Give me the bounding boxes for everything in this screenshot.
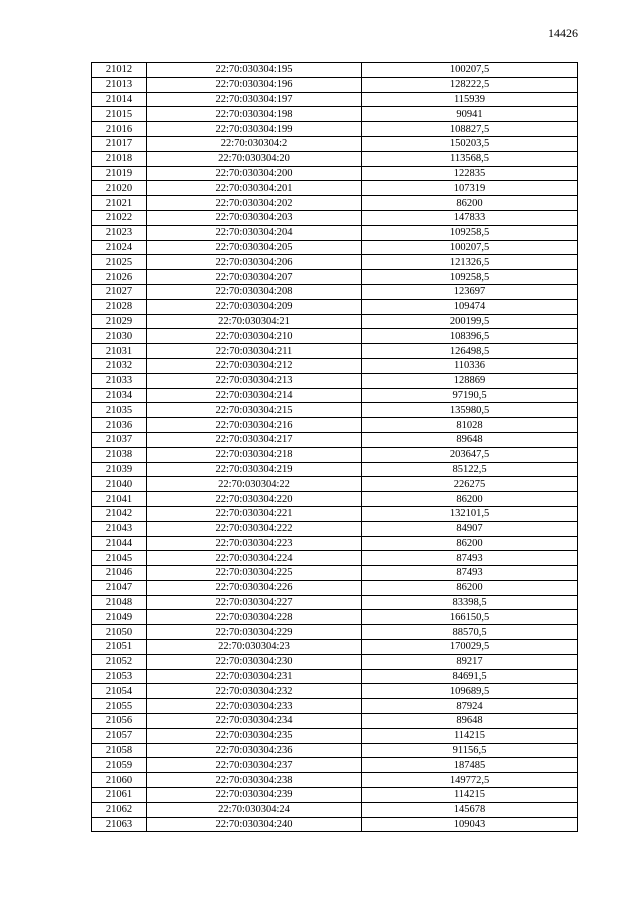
table-row	[92, 151, 578, 166]
cadastral-value-cell: 87493	[362, 551, 578, 566]
cadastral-value-cell: 166150,5	[362, 610, 578, 625]
cadastral-value-cell: 226275	[362, 477, 578, 492]
cadastral-number-cell: 22:70:030304:208	[147, 284, 362, 299]
cadastral-number-cell: 22:70:030304:236	[147, 743, 362, 758]
cadastral-number-cell: 22:70:030304:213	[147, 373, 362, 388]
table-row	[92, 136, 578, 151]
table-row	[92, 432, 578, 447]
row-number-cell: 21025	[92, 255, 147, 270]
cadastral-value-cell: 109043	[362, 817, 578, 832]
table-row	[92, 521, 578, 536]
cadastral-value-cell: 113568,5	[362, 151, 578, 166]
row-number-cell: 21029	[92, 314, 147, 329]
table-row	[92, 181, 578, 196]
cadastral-value-cell: 109258,5	[362, 270, 578, 285]
cadastral-number-cell: 22:70:030304:231	[147, 669, 362, 684]
cadastral-number-cell: 22:70:030304:215	[147, 403, 362, 418]
cadastral-value-cell: 114215	[362, 728, 578, 743]
table-row	[92, 403, 578, 418]
cadastral-number-cell: 22:70:030304:237	[147, 758, 362, 773]
cadastral-number-cell: 22:70:030304:233	[147, 699, 362, 714]
cadastral-number-cell: 22:70:030304:221	[147, 506, 362, 521]
table-row	[92, 758, 578, 773]
table-row	[92, 92, 578, 107]
table-row	[92, 817, 578, 832]
cadastral-value-cell: 145678	[362, 802, 578, 817]
cadastral-number-cell: 22:70:030304:22	[147, 477, 362, 492]
row-number-cell: 21050	[92, 625, 147, 640]
table-row	[92, 329, 578, 344]
row-number-cell: 21043	[92, 521, 147, 536]
cadastral-value-cell: 110336	[362, 358, 578, 373]
row-number-cell: 21057	[92, 728, 147, 743]
row-number-cell: 21030	[92, 329, 147, 344]
row-number-cell: 21028	[92, 299, 147, 314]
table-row	[92, 299, 578, 314]
cadastral-value-cell: 114215	[362, 788, 578, 803]
row-number-cell: 21036	[92, 418, 147, 433]
row-number-cell: 21013	[92, 77, 147, 92]
cadastral-number-cell: 22:70:030304:229	[147, 625, 362, 640]
row-number-cell: 21047	[92, 580, 147, 595]
cadastral-value-cell: 109258,5	[362, 225, 578, 240]
table-row	[92, 699, 578, 714]
row-number-cell: 21014	[92, 92, 147, 107]
cadastral-number-cell: 22:70:030304:212	[147, 358, 362, 373]
row-number-cell: 21026	[92, 270, 147, 285]
table-row	[92, 388, 578, 403]
cadastral-value-cell: 86200	[362, 536, 578, 551]
cadastral-number-cell: 22:70:030304:201	[147, 181, 362, 196]
cadastral-number-cell: 22:70:030304:234	[147, 714, 362, 729]
table-row	[92, 270, 578, 285]
cadastral-number-cell: 22:70:030304:222	[147, 521, 362, 536]
row-number-cell: 21033	[92, 373, 147, 388]
row-number-cell: 21039	[92, 462, 147, 477]
cadastral-number-cell: 22:70:030304:232	[147, 684, 362, 699]
cadastral-value-cell: 89217	[362, 654, 578, 669]
row-number-cell: 21056	[92, 714, 147, 729]
cadastral-number-cell: 22:70:030304:235	[147, 728, 362, 743]
cadastral-value-cell: 135980,5	[362, 403, 578, 418]
cadastral-number-cell: 22:70:030304:228	[147, 610, 362, 625]
row-number-cell: 21015	[92, 107, 147, 122]
cadastral-value-cell: 89648	[362, 714, 578, 729]
cadastral-number-cell: 22:70:030304:230	[147, 654, 362, 669]
cadastral-value-cell: 150203,5	[362, 136, 578, 151]
row-number-cell: 21041	[92, 492, 147, 507]
cadastral-number-cell: 22:70:030304:210	[147, 329, 362, 344]
row-number-cell: 21045	[92, 551, 147, 566]
row-number-cell: 21018	[92, 151, 147, 166]
row-number-cell: 21049	[92, 610, 147, 625]
table-row	[92, 506, 578, 521]
table-row	[92, 240, 578, 255]
table-row	[92, 210, 578, 225]
row-number-cell: 21031	[92, 344, 147, 359]
table-row	[92, 625, 578, 640]
table-row	[92, 462, 578, 477]
cadastral-number-cell: 22:70:030304:211	[147, 344, 362, 359]
cadastral-number-cell: 22:70:030304:217	[147, 432, 362, 447]
table-row	[92, 788, 578, 803]
row-number-cell: 21053	[92, 669, 147, 684]
cadastral-value-cell: 108827,5	[362, 122, 578, 137]
cadastral-value-cell: 84907	[362, 521, 578, 536]
table-row	[92, 107, 578, 122]
cadastral-number-cell: 22:70:030304:2	[147, 136, 362, 151]
cadastral-number-cell: 22:70:030304:199	[147, 122, 362, 137]
table-row	[92, 728, 578, 743]
cadastral-number-cell: 22:70:030304:203	[147, 210, 362, 225]
row-number-cell: 21023	[92, 225, 147, 240]
table-row	[92, 373, 578, 388]
cadastral-number-cell: 22:70:030304:209	[147, 299, 362, 314]
row-number-cell: 21063	[92, 817, 147, 832]
row-number-cell: 21046	[92, 566, 147, 581]
row-number-cell: 21059	[92, 758, 147, 773]
cadastral-number-cell: 22:70:030304:239	[147, 788, 362, 803]
cadastral-value-cell: 88570,5	[362, 625, 578, 640]
row-number-cell: 21055	[92, 699, 147, 714]
table-row	[92, 477, 578, 492]
table-row	[92, 492, 578, 507]
table-row	[92, 314, 578, 329]
cadastral-value-cell: 90941	[362, 107, 578, 122]
table-row	[92, 802, 578, 817]
table-row	[92, 63, 578, 78]
cadastral-number-cell: 22:70:030304:198	[147, 107, 362, 122]
cadastral-value-cell: 84691,5	[362, 669, 578, 684]
row-number-cell: 21024	[92, 240, 147, 255]
table-row	[92, 447, 578, 462]
row-number-cell: 21054	[92, 684, 147, 699]
cadastral-value-cell: 149772,5	[362, 773, 578, 788]
cadastral-value-cell: 128869	[362, 373, 578, 388]
cadastral-number-cell: 22:70:030304:24	[147, 802, 362, 817]
cadastral-number-cell: 22:70:030304:206	[147, 255, 362, 270]
table-row	[92, 743, 578, 758]
cadastral-value-cell: 86200	[362, 580, 578, 595]
cadastral-value-cell: 132101,5	[362, 506, 578, 521]
table-row	[92, 714, 578, 729]
cadastral-number-cell: 22:70:030304:214	[147, 388, 362, 403]
cadastral-number-cell: 22:70:030304:223	[147, 536, 362, 551]
cadastral-value-cell: 100207,5	[362, 240, 578, 255]
table-row	[92, 773, 578, 788]
cadastral-value-cell: 100207,5	[362, 63, 578, 78]
cadastral-value-cell: 109689,5	[362, 684, 578, 699]
table-row	[92, 640, 578, 655]
cadastral-value-cell: 203647,5	[362, 447, 578, 462]
row-number-cell: 21044	[92, 536, 147, 551]
cadastral-number-cell: 22:70:030304:225	[147, 566, 362, 581]
cadastral-value-cell: 128222,5	[362, 77, 578, 92]
table-row	[92, 595, 578, 610]
row-number-cell: 21040	[92, 477, 147, 492]
table-row	[92, 225, 578, 240]
cadastral-value-cell: 86200	[362, 492, 578, 507]
cadastral-number-cell: 22:70:030304:207	[147, 270, 362, 285]
table-row	[92, 536, 578, 551]
cadastral-value-cell: 115939	[362, 92, 578, 107]
cadastral-number-cell: 22:70:030304:224	[147, 551, 362, 566]
cadastral-number-cell: 22:70:030304:238	[147, 773, 362, 788]
cadastral-number-cell: 22:70:030304:216	[147, 418, 362, 433]
cadastral-value-cell: 108396,5	[362, 329, 578, 344]
cadastral-value-cell: 85122,5	[362, 462, 578, 477]
row-number-cell: 21016	[92, 122, 147, 137]
table-row	[92, 196, 578, 211]
row-number-cell: 21060	[92, 773, 147, 788]
cadastral-value-cell: 87924	[362, 699, 578, 714]
table-row	[92, 566, 578, 581]
row-number-cell: 21058	[92, 743, 147, 758]
cadastral-number-cell: 22:70:030304:240	[147, 817, 362, 832]
table-row	[92, 344, 578, 359]
row-number-cell: 21052	[92, 654, 147, 669]
cadastral-number-cell: 22:70:030304:200	[147, 166, 362, 181]
page-number: 14426	[548, 26, 578, 40]
table-row	[92, 684, 578, 699]
table-row	[92, 122, 578, 137]
cadastral-number-cell: 22:70:030304:20	[147, 151, 362, 166]
cadastral-number-cell: 22:70:030304:21	[147, 314, 362, 329]
table-row	[92, 418, 578, 433]
row-number-cell: 21042	[92, 506, 147, 521]
row-number-cell: 21022	[92, 210, 147, 225]
row-number-cell: 21027	[92, 284, 147, 299]
cadastral-value-cell: 122835	[362, 166, 578, 181]
table-row	[92, 654, 578, 669]
row-number-cell: 21021	[92, 196, 147, 211]
cadastral-value-cell: 87493	[362, 566, 578, 581]
cadastral-value-cell: 121326,5	[362, 255, 578, 270]
cadastral-value-cell: 86200	[362, 196, 578, 211]
table-row	[92, 77, 578, 92]
cadastral-number-cell: 22:70:030304:204	[147, 225, 362, 240]
row-number-cell: 21012	[92, 63, 147, 78]
row-number-cell: 21032	[92, 358, 147, 373]
cadastral-number-cell: 22:70:030304:23	[147, 640, 362, 655]
cadastral-number-cell: 22:70:030304:218	[147, 447, 362, 462]
row-number-cell: 21061	[92, 788, 147, 803]
cadastral-value-cell: 170029,5	[362, 640, 578, 655]
cadastral-number-cell: 22:70:030304:205	[147, 240, 362, 255]
table-row	[92, 358, 578, 373]
cadastral-value-cell: 123697	[362, 284, 578, 299]
cadastral-number-cell: 22:70:030304:219	[147, 462, 362, 477]
table-row	[92, 610, 578, 625]
cadastral-value-cell: 89648	[362, 432, 578, 447]
row-number-cell: 21034	[92, 388, 147, 403]
cadastral-value-cell: 147833	[362, 210, 578, 225]
row-number-cell: 21020	[92, 181, 147, 196]
cadastral-number-cell: 22:70:030304:227	[147, 595, 362, 610]
row-number-cell: 21037	[92, 432, 147, 447]
cadastral-number-cell: 22:70:030304:202	[147, 196, 362, 211]
row-number-cell: 21048	[92, 595, 147, 610]
cadastral-value-cell: 107319	[362, 181, 578, 196]
cadastral-value-cell: 81028	[362, 418, 578, 433]
cadastral-number-cell: 22:70:030304:196	[147, 77, 362, 92]
cadastral-value-cell: 187485	[362, 758, 578, 773]
cadastral-value-cell: 91156,5	[362, 743, 578, 758]
row-number-cell: 21051	[92, 640, 147, 655]
cadastral-number-cell: 22:70:030304:220	[147, 492, 362, 507]
row-number-cell: 21017	[92, 136, 147, 151]
table-row	[92, 166, 578, 181]
table-row	[92, 669, 578, 684]
row-number-cell: 21019	[92, 166, 147, 181]
table-row	[92, 284, 578, 299]
row-number-cell: 21035	[92, 403, 147, 418]
table-row	[92, 255, 578, 270]
row-number-cell: 21062	[92, 802, 147, 817]
cadastral-number-cell: 22:70:030304:226	[147, 580, 362, 595]
cadastral-value-cell: 200199,5	[362, 314, 578, 329]
table-row	[92, 580, 578, 595]
cadastral-number-cell: 22:70:030304:195	[147, 63, 362, 78]
cadastral-value-cell: 97190,5	[362, 388, 578, 403]
table-row	[92, 551, 578, 566]
table-body	[92, 63, 578, 832]
cadastral-number-cell: 22:70:030304:197	[147, 92, 362, 107]
cadastral-value-cell: 126498,5	[362, 344, 578, 359]
cadastral-value-cell: 109474	[362, 299, 578, 314]
cadastral-value-table	[91, 62, 578, 832]
row-number-cell: 21038	[92, 447, 147, 462]
cadastral-value-cell: 83398,5	[362, 595, 578, 610]
